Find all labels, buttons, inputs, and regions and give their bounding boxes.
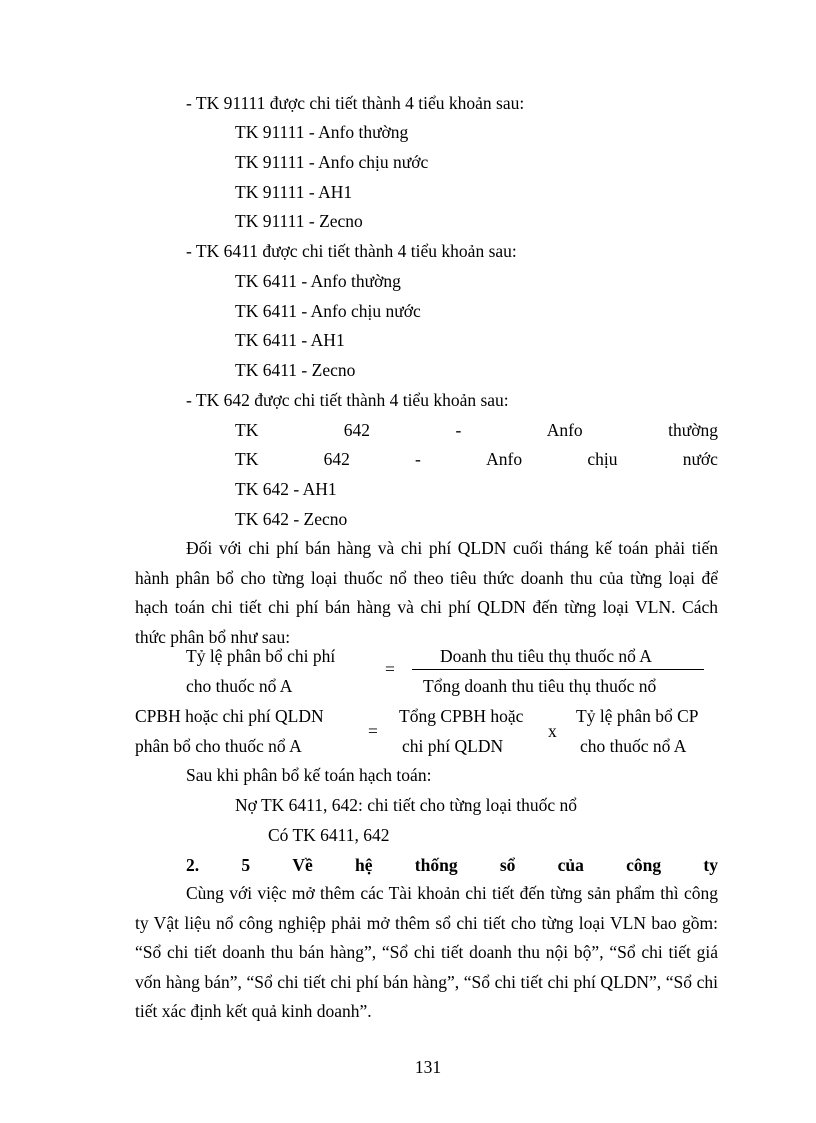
word: 5 [241,855,251,875]
word: công [626,855,662,875]
word: nước [682,449,718,469]
word: của [557,855,584,875]
word: 2. [186,855,200,875]
word: 642 [323,449,350,469]
word: TK [235,420,259,440]
formula2-mid-line2: chi phí QLDN [402,736,504,756]
word: Anfo [546,420,583,440]
word: thống [414,855,458,875]
formula2-left-line1: CPBH hoặc chi phí QLDN [135,706,324,726]
formula2-left-line2: phân bổ cho thuốc nổ A [135,736,302,756]
formula2-right-line1: Tỷ lệ phân bổ CP [576,706,699,726]
tk6411-item: TK 6411 - AH1 [235,330,345,350]
formula1-left-line1: Tỷ lệ phân bổ chi phí [186,646,336,666]
word: thường [668,420,718,440]
body-paragraph: Đối với chi phí bán hàng và chi phí QLDN cuối tháng kế toán phải tiến hành phân bổ cho từng loại thuốc nổ theo tiêu thức doanh thu của từng loại để hạch toán chi tiết chi phí bán hàng và chi phí QLDN đến từng loại VLN. Cách thức phân bổ như sau: [135,538,718,647]
formula2-right-line2: cho thuốc nổ A [580,736,687,756]
word: TK [235,449,259,469]
word: - [415,449,421,469]
tk642-item-justified [235,419,718,441]
formula1-equals: = [385,659,395,679]
tk6411-item: TK 6411 - Zecno [235,360,356,380]
word: - [455,420,462,440]
word: chịu [587,449,618,469]
formula2-mid-line1: Tổng CPBH hoặc [399,706,524,726]
formula1-denominator: Tổng doanh thu tiêu thụ thuốc nổ [423,676,657,696]
tk6411-header: - TK 6411 được chi tiết thành 4 tiểu khoản sau: [186,241,517,261]
tk91111-item: TK 91111 - AH1 [235,182,353,202]
word: hệ [355,855,373,875]
tk642-item-justified [235,448,718,470]
tk91111-header: - TK 91111 được chi tiết thành 4 tiểu khoản sau: [186,93,525,113]
credit-entry: Có TK 6411, 642 [268,825,390,845]
formula1-left-line2: cho thuốc nổ A [186,676,293,696]
word: ty [703,855,718,875]
fraction-bar [412,669,704,670]
tk6411-item: TK 6411 - Anfo chịu nước [235,301,421,321]
tk91111-item: TK 91111 - Zecno [235,211,363,231]
body-paragraph: Cùng với việc mở thêm các Tài khoản chi tiết đến từng sản phẩm thì công ty Vật liệu nổ công nghiệp phải mở thêm sổ chi tiết cho từng loại VLN bao gồm: “Sổ chi tiết doanh thu bán hàng”, “Sổ chi tiết doanh thu nội bộ”, “Sổ chi tiết giá vốn hàng bán”, “Sổ chi tiết chi phí bán hàng”, “Sổ chi tiết chi phí QLDN”, “Sổ chi tiết xác định kết quả kinh doanh”. [135,883,718,1022]
formula2-equals: = [368,721,378,741]
tk6411-item: TK 6411 - Anfo thường [235,271,401,291]
debit-entry: Nợ TK 6411, 642: chi tiết cho từng loại thuốc nổ [235,795,577,815]
word: sổ [499,855,516,875]
section-heading [186,854,718,876]
tk91111-item: TK 91111 - Anfo chịu nước [235,152,429,172]
tk642-item: TK 642 - AH1 [235,479,337,499]
tk642-header: - TK 642 được chi tiết thành 4 tiểu khoản sau: [186,390,509,410]
word: Anfo [486,449,523,469]
formula1-numerator: Doanh thu tiêu thụ thuốc nổ A [440,646,652,666]
word: Về [292,855,313,875]
tk642-item: TK 642 - Zecno [235,509,348,529]
page-number: 131 [414,1057,442,1077]
after-allocation-text: Sau khi phân bổ kế toán hạch toán: [186,765,432,785]
tk91111-item: TK 91111 - Anfo thường [235,122,409,142]
word: 642 [343,420,371,440]
formula2-times: x [548,721,557,741]
